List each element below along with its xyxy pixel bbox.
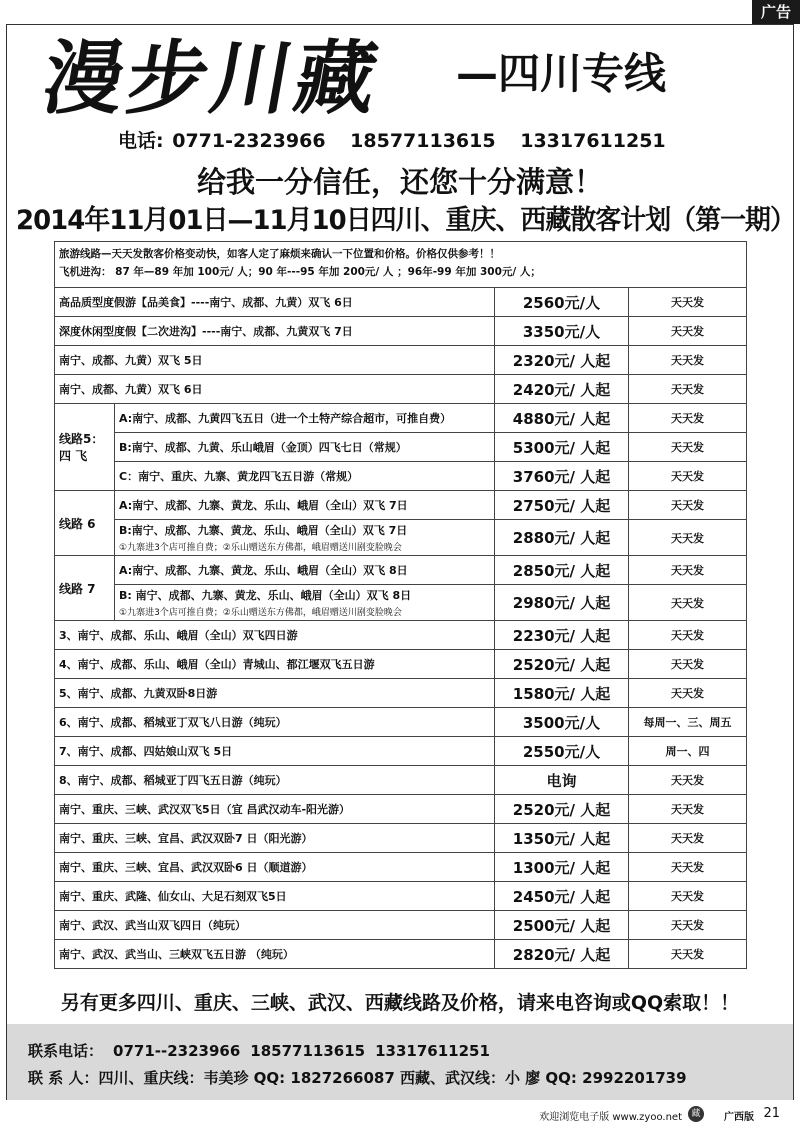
price-cell: 2500元/ 人起 (495, 911, 629, 940)
price-cell: 电询 (495, 766, 629, 795)
price-cell: 2850元/ 人起 (495, 556, 629, 585)
table-row (55, 650, 747, 679)
brand-title: 漫步川藏 (35, 31, 389, 125)
contact-phone-label: 联系电话： (28, 1042, 104, 1060)
brand-logo-icon: 藏 (688, 1106, 704, 1122)
table-row (55, 824, 747, 853)
table-row (55, 317, 747, 346)
line6-label: 线路 6 (55, 491, 115, 556)
schedule-cell: 天天发 (629, 585, 747, 621)
price-cell: 2750元/ 人起 (495, 491, 629, 520)
table-row (55, 585, 747, 621)
schedule-cell: 天天发 (629, 375, 747, 404)
table-row (55, 737, 747, 766)
route-cell: 8、南宁、成都、稻城亚丁四飞五日游（纯玩） (55, 766, 495, 795)
schedule-cell: 天天发 (629, 853, 747, 882)
schedule-cell: 天天发 (629, 288, 747, 317)
contact-phones-row (28, 1040, 490, 1061)
price-cell: 3350元/人 (495, 317, 629, 346)
table-row (55, 679, 747, 708)
price-cell: 2880元/ 人起 (495, 520, 629, 556)
table-row (55, 375, 747, 404)
ad-tag: 广告 (752, 0, 800, 24)
route-cell: 南宁、成都、九黄）双飞 5日 (55, 346, 495, 375)
page-number: 21 (763, 1106, 780, 1121)
price-cell: 2520元/ 人起 (495, 795, 629, 824)
route-cell (115, 520, 495, 556)
table-row (55, 708, 747, 737)
route-cell: 5、南宁、成都、九黄双卧8日游 (55, 679, 495, 708)
route-cell: 高品质型度假游【品美食】----南宁、成都、九黄）双飞 6日 (55, 288, 495, 317)
schedule-cell: 天天发 (629, 491, 747, 520)
price-cell: 2980元/ 人起 (495, 585, 629, 621)
table-row (55, 433, 747, 462)
route-text: B:南宁、成都、九寨、黄龙、乐山、峨眉（全山）双飞 7日 (119, 524, 408, 537)
schedule-cell: 天天发 (629, 621, 747, 650)
schedule-cell: 天天发 (629, 404, 747, 433)
schedule-cell: 天天发 (629, 824, 747, 853)
schedule-cell: 天天发 (629, 346, 747, 375)
contact-band (7, 1024, 793, 1100)
welcome-text: 欢迎浏览电子版 www.zyoo.net (539, 1112, 682, 1123)
price-cell: 2420元/ 人起 (495, 375, 629, 404)
route-cell (115, 585, 495, 621)
route-cell: 南宁、重庆、武隆、仙女山、大足石刻双飞5日 (55, 882, 495, 911)
price-cell: 3500元/人 (495, 708, 629, 737)
phone-1: 0771-2323966 (172, 130, 326, 152)
contact-phone-1: 0771--2323966 (113, 1042, 241, 1060)
route-cell: 南宁、成都、九黄）双飞 6日 (55, 375, 495, 404)
table-row (55, 911, 747, 940)
price-cell: 2450元/ 人起 (495, 882, 629, 911)
slogan: 给我一分信任，还您十分满意！ (196, 165, 603, 199)
route-cell: 7、南宁、成都、四姑娘山双飞 5日 (55, 737, 495, 766)
price-cell: 2320元/ 人起 (495, 346, 629, 375)
table-row (55, 491, 747, 520)
contact-phone-3: 13317611251 (375, 1042, 490, 1060)
schedule-cell: 天天发 (629, 882, 747, 911)
price-cell: 1300元/ 人起 (495, 853, 629, 882)
brand-subtitle: —四川专线 (456, 49, 667, 98)
route-note: ①九寨进3个店可推自费；②乐山赠送东方佛都，峨眉赠送川剧变脸晚会 (119, 543, 402, 553)
price-cell: 3760元/ 人起 (495, 462, 629, 491)
route-cell: 南宁、武汉、武当山、三峡双飞五日游 （纯玩） (55, 940, 495, 969)
route-cell: 南宁、重庆、三峡、武汉双飞5日（宜 昌武汉动车-阳光游） (55, 795, 495, 824)
route-cell: 6、南宁、成都、稻城亚丁双飞八日游（纯玩） (55, 708, 495, 737)
table-row (55, 853, 747, 882)
schedule-cell: 天天发 (629, 911, 747, 940)
table-row (55, 940, 747, 969)
bottom-bar (0, 1104, 800, 1126)
contact-phone-2: 18577113615 (250, 1042, 366, 1060)
route-cell: 南宁、重庆、三峡、宜昌、武汉双卧6 日（顺道游） (55, 853, 495, 882)
route-note: ①九寨进3个店可推自费；②乐山赠送东方佛都，峨眉赠送川剧变脸晚会 (119, 608, 402, 618)
table-row (55, 404, 747, 433)
route-cell: 南宁、武汉、武当山双飞四日（纯玩） (55, 911, 495, 940)
phone-2: 18577113615 (350, 130, 496, 152)
edition-label: 广西版 (724, 1112, 754, 1123)
table-intro (55, 242, 747, 288)
route-cell: 3、南宁、成都、乐山、峨眉（全山）双飞四日游 (55, 621, 495, 650)
route-text: B: 南宁、成都、九寨、黄龙、乐山、峨眉（全山）双飞 8日 (119, 589, 412, 602)
route-cell: C：南宁、重庆、九寨、黄龙四飞五日游（常规） (115, 462, 495, 491)
table-row (55, 462, 747, 491)
line5-label: 线路5：四 飞 (55, 404, 115, 491)
intro-line-1: 旅游线路—天天发散客价格变动快，如客人定了麻烦来确认一下位置和价格。价格仅供参考！！ (59, 248, 500, 260)
more-routes-note: 另有更多四川、重庆、三峡、武汉、西藏线路及价格，请来电咨询或QQ索取！！ (60, 992, 740, 1014)
schedule-cell: 周一、四 (629, 737, 747, 766)
schedule-cell: 天天发 (629, 650, 747, 679)
table-row (55, 288, 747, 317)
price-cell: 4880元/ 人起 (495, 404, 629, 433)
route-cell: 南宁、重庆、三峡、宜昌、武汉双卧7 日（阳光游） (55, 824, 495, 853)
route-cell: A:南宁、成都、九黄四飞五日（进一个土特产综合超市，可推自费） (115, 404, 495, 433)
header-phones (118, 126, 684, 153)
price-cell: 2230元/ 人起 (495, 621, 629, 650)
table-row (55, 346, 747, 375)
phone-label: 电话: (118, 130, 164, 152)
schedule-cell: 天天发 (629, 795, 747, 824)
route-cell: 4、南宁、成都、乐山、峨眉（全山）青城山、都江堰双飞五日游 (55, 650, 495, 679)
schedule-cell: 天天发 (629, 520, 747, 556)
price-cell: 1580元/ 人起 (495, 679, 629, 708)
plan-title: 2014年11月01日—11月10日四川、重庆、西藏散客计划（第一期） (16, 205, 795, 236)
line7-label: 线路 7 (55, 556, 115, 621)
schedule-cell: 天天发 (629, 766, 747, 795)
price-cell: 1350元/ 人起 (495, 824, 629, 853)
schedule-cell: 天天发 (629, 433, 747, 462)
schedule-cell: 天天发 (629, 679, 747, 708)
table-row (55, 882, 747, 911)
table-row (55, 556, 747, 585)
price-cell: 2560元/人 (495, 288, 629, 317)
price-cell: 2520元/ 人起 (495, 650, 629, 679)
schedule-cell: 每周一、三、周五 (629, 708, 747, 737)
price-cell: 2820元/ 人起 (495, 940, 629, 969)
table-row (55, 621, 747, 650)
table-row (55, 795, 747, 824)
schedule-cell: 天天发 (629, 462, 747, 491)
schedule-cell: 天天发 (629, 556, 747, 585)
table-row (55, 766, 747, 795)
price-table (54, 241, 747, 969)
table-row (55, 520, 747, 556)
phone-3: 13317611251 (520, 130, 666, 152)
price-cell: 5300元/ 人起 (495, 433, 629, 462)
schedule-cell: 天天发 (629, 940, 747, 969)
route-cell: B:南宁、成都、九黄、乐山峨眉（金顶）四飞七日（常规） (115, 433, 495, 462)
intro-line-2: 飞机进沟： 87 年—89 年加 100元/ 人；90 年---95 年加 200元/ 人 ；96年-99 年加 300元/ 人； (59, 266, 541, 278)
contact-person-row: 联 系 人：四川、重庆线：韦美珍 QQ: 1827266087 西藏、武汉线：小 廖 QQ: 2992201739 (28, 1069, 687, 1087)
price-cell: 2550元/人 (495, 737, 629, 766)
route-cell: A:南宁、成都、九寨、黄龙、乐山、峨眉（全山）双飞 7日 (115, 491, 495, 520)
route-cell: 深度休闲型度假【二次进沟】----南宁、成都、九黄双飞 7日 (55, 317, 495, 346)
schedule-cell: 天天发 (629, 317, 747, 346)
route-cell: A:南宁、成都、九寨、黄龙、乐山、峨眉（全山）双飞 8日 (115, 556, 495, 585)
